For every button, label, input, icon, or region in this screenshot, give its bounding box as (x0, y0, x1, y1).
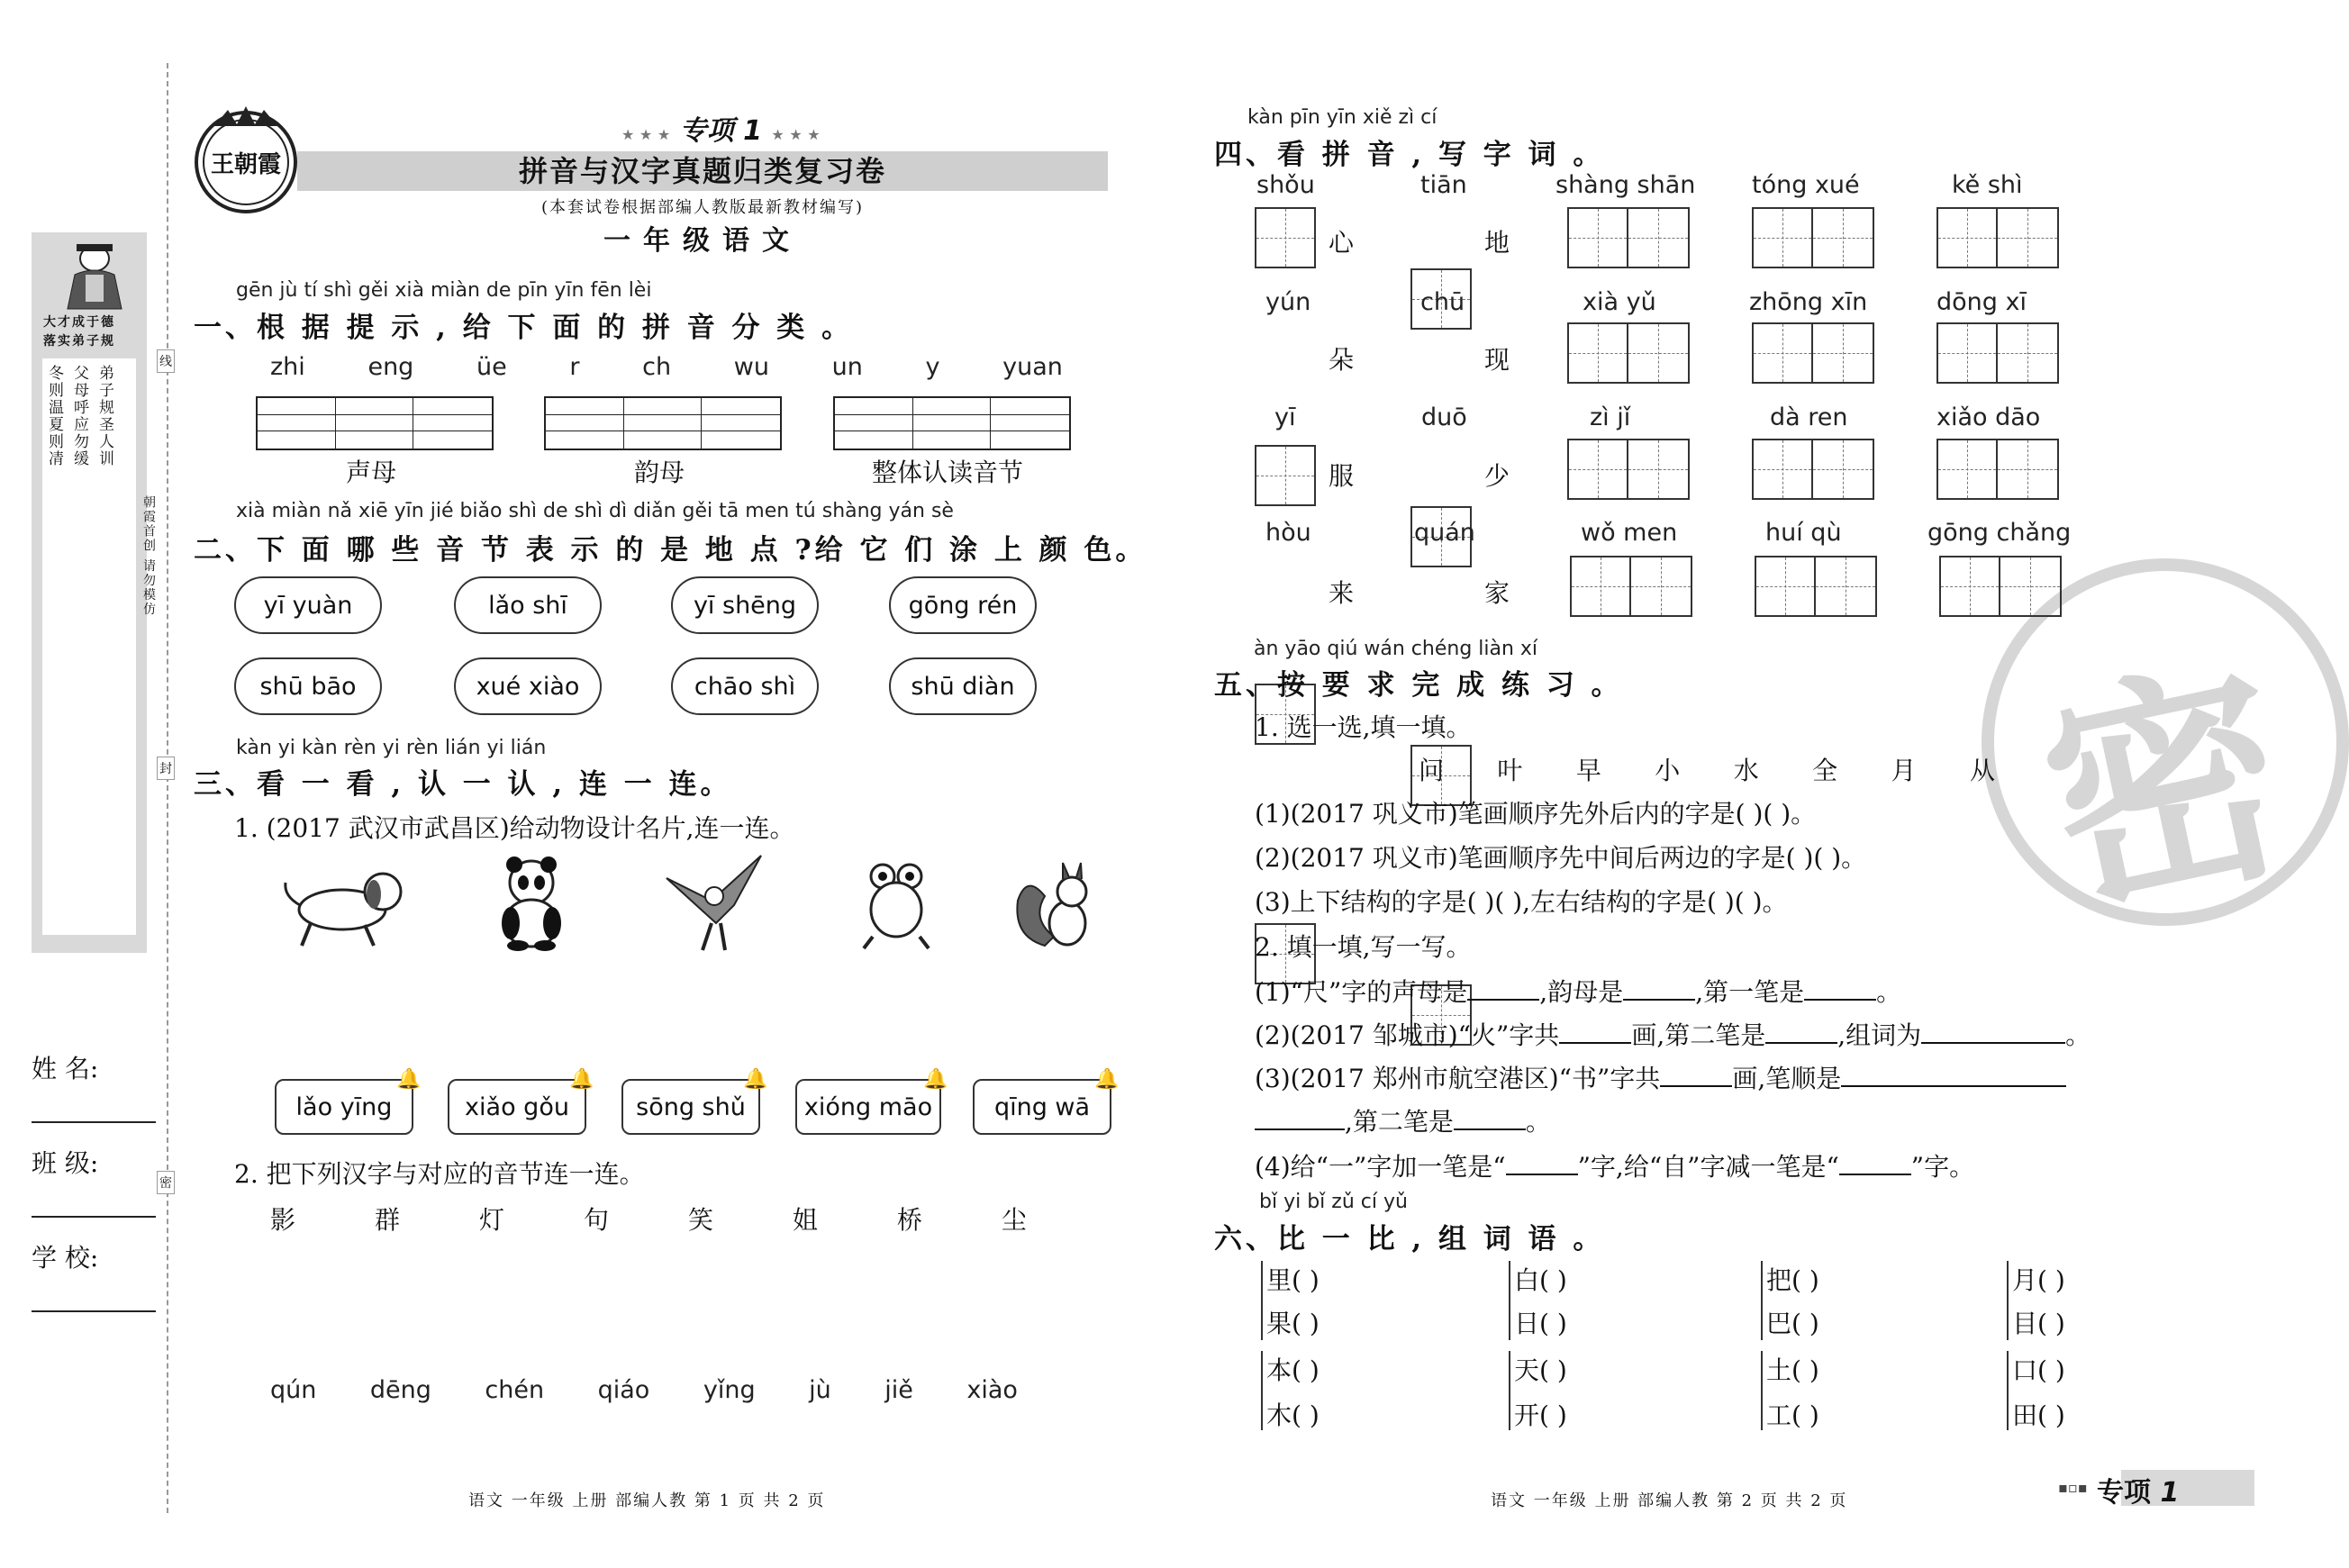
dog-icon (275, 860, 410, 954)
cloud-syllable[interactable]: gōng rén (889, 576, 1037, 634)
pinyin-item: wu (733, 353, 769, 381)
tianzige-pair[interactable] (1752, 207, 1874, 268)
tianzige-pair[interactable] (1939, 556, 2062, 617)
cloud-syllable[interactable]: yī shēng (671, 576, 819, 634)
word-pinyin: gōng chǎng (1927, 519, 2072, 547)
char-item[interactable]: 灯 (478, 1205, 504, 1235)
pair-bracket (1509, 1261, 1510, 1340)
syllable-row (270, 1376, 1018, 1404)
answer-blank[interactable] (1467, 975, 1539, 1001)
bell-icon: 🔔 (923, 1068, 948, 1091)
pair-bracket (1509, 1351, 1510, 1430)
sec5-pinyin: àn yāo qiú wán chéng liàn xí (1254, 638, 1538, 660)
word-pinyin: yún (1265, 288, 1311, 316)
compare-grid (1261, 1261, 2162, 1441)
syllable-item[interactable]: jiě (884, 1376, 913, 1404)
answer-blank[interactable] (1506, 1150, 1578, 1175)
word-pinyin: tiān (1420, 171, 1467, 199)
name-field[interactable] (32, 1121, 156, 1123)
compare-item[interactable]: 本( ) (1266, 1355, 1320, 1385)
special-label: 专项 (679, 115, 734, 147)
q1-char: 问 (1419, 756, 1445, 785)
name-tag[interactable]: sōng shǔ (621, 1079, 760, 1135)
q1-part-a[interactable]: (1)(2017 巩义市)笔画顺序先外后内的字是( )( )。 (1255, 799, 1817, 829)
word-pinyin: zì jǐ (1590, 403, 1631, 431)
seal-vertical: 朝霞首创 请勿模仿 (141, 495, 156, 617)
zhengti-table[interactable] (833, 396, 1071, 450)
school-label: 学 校: (32, 1243, 99, 1273)
sec1-items (270, 353, 1063, 381)
tianzige-pair[interactable] (1567, 207, 1690, 268)
char-item[interactable]: 群 (374, 1205, 400, 1235)
pair-bracket (2007, 1351, 2009, 1430)
compare-item[interactable]: 口( ) (2012, 1355, 2065, 1385)
page-title: 拼音与汉字真题归类复习卷 (518, 154, 886, 188)
bell-icon: 🔔 (743, 1068, 768, 1091)
bell-icon: 🔔 (396, 1068, 422, 1091)
syllable-item[interactable]: dēng (369, 1376, 431, 1404)
page-subtitle: (本套试卷根据部编人教版最新教材编写) (540, 198, 865, 217)
watermark-text: 密 (2022, 630, 2309, 949)
given-char: 家 (1484, 578, 1510, 608)
tianzige-box[interactable] (1255, 445, 1316, 506)
word-pinyin: quán (1414, 519, 1475, 547)
q2a-text: (1)“尺”字的声母是 (1255, 977, 1468, 1007)
corner-dots-icon: ▪▫▪ (2058, 1479, 2088, 1496)
footer-left: 语文 一年级 上册 部编人教 第 1 页 共 2 页 (468, 1491, 826, 1510)
char-item[interactable]: 笑 (687, 1205, 713, 1235)
grade-title: 一年级语文 (603, 225, 802, 257)
compare-item[interactable]: 田( ) (2012, 1400, 2065, 1430)
answer-blank[interactable] (1559, 1019, 1631, 1044)
answer-blank[interactable] (1804, 975, 1876, 1001)
q2-part-a (1255, 973, 1901, 1009)
tianzige-pair[interactable] (1755, 556, 1877, 617)
word-pinyin: dà ren (1770, 403, 1848, 431)
q1-char: 小 (1655, 756, 1681, 785)
word-pinyin: chū (1420, 288, 1465, 316)
answer-blank[interactable] (1765, 1019, 1837, 1044)
sec4-title: 四、看 拼 音 , 写 字 词 。 (1214, 139, 1605, 171)
word-pinyin: shàng shān (1555, 171, 1696, 199)
zhengti-label: 整体认读音节 (872, 458, 1024, 487)
shengmu-label: 声母 (346, 458, 397, 487)
logo-text: 王朝霞 (210, 151, 281, 178)
compare-item[interactable]: 天( ) (1514, 1355, 1567, 1385)
sec6-pinyin: bǐ yi bǐ zǔ cí yǔ (1259, 1191, 1408, 1213)
q2c-text: 。 (1525, 1107, 1551, 1137)
shengmu-table[interactable] (256, 396, 494, 450)
compare-item[interactable]: 土( ) (1766, 1355, 1819, 1385)
word-pinyin: wǒ men (1581, 519, 1678, 547)
pinyin-item: zhi (270, 353, 305, 381)
tianzige-pair[interactable] (1752, 322, 1874, 384)
given-char: 服 (1329, 461, 1355, 491)
tianzige-box[interactable] (1255, 207, 1316, 268)
q2c-text: (3)(2017 郑州市航空港区)“书”字共 (1255, 1064, 1661, 1093)
q2d-text: ”字,给“自”字减一笔是“ (1577, 1152, 1839, 1182)
word-pinyin: shǒu (1256, 171, 1315, 199)
compare-item[interactable]: 工( ) (1766, 1400, 1819, 1430)
pair-bracket (1261, 1261, 1263, 1340)
answer-blank[interactable] (1921, 1019, 2065, 1044)
q2b-text: (2)(2017 邹城市)“火”字共 (1255, 1020, 1560, 1050)
footer-right: 语文 一年级 上册 部编人教 第 2 页 共 2 页 (1491, 1491, 1848, 1510)
word-pinyin: huí qù (1765, 519, 1842, 547)
sec1-pinyin: gēn jù tí shì gěi xià miàn de pīn yīn fēn lèi (236, 279, 652, 302)
word-pinyin: xiǎo dāo (1936, 403, 2041, 431)
tianzige-pair[interactable] (1752, 439, 1874, 500)
q2b-text: 画,第二笔是 (1631, 1020, 1766, 1050)
char-item[interactable]: 桥 (896, 1205, 922, 1235)
syllable-item[interactable]: xiào (966, 1376, 1018, 1404)
given-char: 少 (1484, 461, 1510, 491)
dizigui-text (45, 365, 113, 932)
name-tag[interactable]: qīng wā (973, 1079, 1111, 1135)
squirrel-icon (1013, 856, 1103, 954)
special-badge: ★ ★ ★ 专项 1 ★ ★ ★ (621, 115, 821, 147)
q1-char: 从 (1969, 756, 1995, 785)
syllable-item[interactable]: qiáo (597, 1376, 650, 1404)
cloud-syllable[interactable]: xué xiào (454, 657, 602, 715)
given-char: 现 (1484, 345, 1510, 375)
sec5-title: 五、按 要 求 完 成 练 习 。 (1214, 669, 1623, 702)
char-item[interactable]: 句 (583, 1205, 609, 1235)
dizigui-col: 弟子规圣人训 (95, 365, 113, 467)
yunmu-table[interactable] (544, 396, 782, 450)
compare-item[interactable]: 木( ) (1266, 1400, 1320, 1430)
given-char: 来 (1329, 578, 1355, 608)
corner-text: 专项 (2097, 1477, 2151, 1509)
sec5-q1: 1. 选一选,填一填。 (1255, 712, 1472, 742)
sec2-title: 二、下 面 哪 些 音 节 表 示 的 是 地 点 ?给 它 们 涂 上 颜 色。 (194, 534, 1147, 566)
word-pinyin: tóng xué (1752, 171, 1860, 199)
tianzige-pair[interactable] (1567, 439, 1690, 500)
cloud-syllable[interactable]: chāo shì (671, 657, 819, 715)
name-tag[interactable]: xiǎo gǒu (448, 1079, 586, 1135)
q2b-text: ,组词为 (1837, 1020, 1922, 1050)
bell-icon: 🔔 (1094, 1068, 1120, 1091)
corner-num: 1 (2160, 1477, 2180, 1509)
compare-item[interactable]: 白( ) (1514, 1265, 1567, 1295)
sec2-pinyin: xià miàn nǎ xiē yīn jié biǎo shì de shì dì diǎn gěi tā men tú shàng yán sè (236, 500, 954, 522)
answer-blank[interactable] (1841, 1062, 2066, 1087)
corner-label (2097, 1470, 2179, 1509)
syllable-item[interactable]: yǐng (703, 1376, 756, 1404)
answer-blank[interactable] (1623, 975, 1695, 1001)
pinyin-item: eng (367, 353, 414, 381)
cloud-syllable[interactable]: lǎo shī (454, 576, 602, 634)
class-field[interactable] (32, 1216, 156, 1218)
q2c-text: ,第二笔是 (1345, 1107, 1454, 1137)
sec3-pinyin: kàn yi kàn rèn yi rèn lián yi lián (236, 737, 547, 759)
pair-bracket (1761, 1261, 1763, 1340)
brand-logo (187, 99, 304, 216)
word-pinyin: xià yǔ (1583, 288, 1656, 316)
compare-item[interactable]: 果( ) (1266, 1309, 1320, 1338)
syllable-item[interactable]: chén (485, 1376, 545, 1404)
frog-icon (860, 860, 932, 954)
word-pinyin: zhōng xīn (1749, 288, 1868, 316)
compare-item[interactable]: 月( ) (2012, 1265, 2065, 1295)
dizigui-col: 冬则温夏则凊 (45, 365, 63, 467)
tianzige-pair[interactable] (1936, 207, 2059, 268)
pinyin-item: ch (642, 353, 672, 381)
sec3-q1: 1. (2017 武汉市武昌区)给动物设计名片,连一连。 (234, 813, 795, 843)
compare-item[interactable]: 里( ) (1266, 1265, 1320, 1295)
name-tag[interactable]: lǎo yīng (275, 1079, 413, 1135)
syllable-item[interactable]: qún (270, 1376, 317, 1404)
answer-blank[interactable] (1454, 1105, 1526, 1130)
sec5-q2: 2. 填一填,写一写。 (1255, 932, 1472, 962)
tianzige-pair[interactable] (1936, 439, 2059, 500)
given-char: 地 (1484, 228, 1510, 258)
tianzige-pair[interactable] (1567, 322, 1690, 384)
char-item[interactable]: 影 (270, 1205, 296, 1235)
school-field[interactable] (32, 1310, 156, 1312)
answer-blank[interactable] (1660, 1062, 1732, 1087)
q1-char: 叶 (1497, 756, 1523, 785)
q2a-text: ,第一笔是 (1695, 977, 1805, 1007)
q1-char: 月 (1891, 756, 1917, 785)
compare-item[interactable]: 巴( ) (1766, 1309, 1819, 1338)
pair-bracket (1761, 1351, 1763, 1430)
word-pinyin: kě shì (1952, 171, 2023, 199)
char-item[interactable]: 姐 (792, 1205, 818, 1235)
q1-part-b[interactable]: (2)(2017 巩义市)笔画顺序先中间后两边的字是( )( )。 (1255, 843, 1867, 873)
special-num: 1 (743, 115, 762, 147)
q2a-text: 。 (1876, 977, 1902, 1007)
panda-icon (491, 856, 572, 954)
bell-icon: 🔔 (569, 1068, 594, 1091)
dizigui-col: 父母呼应勿缓 (70, 365, 88, 467)
line-label-mi: 密 (157, 1171, 175, 1194)
motto-bottom: 落实弟子规 (43, 334, 115, 349)
given-char: 朵 (1329, 345, 1355, 375)
q1-char: 早 (1575, 756, 1601, 785)
sec6-title: 六、比 一 比 , 组 词 语 。 (1214, 1223, 1605, 1255)
line-label-xian: 线 (157, 349, 175, 373)
q2a-text: ,韵母是 (1539, 977, 1624, 1007)
cut-line (167, 63, 168, 1513)
line-label-feng: 封 (157, 757, 175, 780)
sec3-title: 三、看 一 看 , 认 一 认 , 连 一 连。 (194, 768, 732, 801)
q2-part-c (1255, 1059, 2066, 1095)
answer-blank[interactable] (1839, 1150, 1911, 1175)
given-char: 心 (1329, 228, 1355, 258)
pinyin-item: un (831, 353, 863, 381)
q1-char: 水 (1733, 756, 1759, 785)
scholar-figure (50, 239, 140, 311)
pair-bracket (2007, 1261, 2009, 1340)
cloud-syllable[interactable]: yī yuàn (234, 576, 382, 634)
q2-part-c2 (1255, 1102, 1551, 1138)
q2d-text: ”字。 (1910, 1152, 1975, 1182)
pinyin-item: üe (476, 353, 507, 381)
q1-char-row (1419, 751, 1995, 787)
q2-part-b (1255, 1016, 2091, 1052)
compare-item[interactable]: 把( ) (1766, 1265, 1819, 1295)
pinyin-item: y (925, 353, 940, 381)
q2-part-d (1255, 1147, 1974, 1183)
word-pinyin: yī (1274, 403, 1296, 431)
tianzige-pair[interactable] (1570, 556, 1692, 617)
name-tag[interactable]: xióng māo (795, 1079, 941, 1135)
q1-part-c[interactable]: (3)上下结构的字是( )( ),左右结构的字是( )( )。 (1255, 887, 1788, 917)
pair-bracket (1261, 1351, 1263, 1430)
sec3-q2: 2. 把下列汉字与对应的音节连一连。 (234, 1159, 645, 1189)
q2c-text: 画,笔顺是 (1732, 1064, 1842, 1093)
motto-top: 大才成于德 (43, 315, 115, 330)
q1-char: 全 (1812, 756, 1838, 785)
answer-blank[interactable] (1255, 1105, 1345, 1130)
sec4-pinyin: kàn pīn yīn xiě zì cí (1247, 106, 1438, 129)
cloud-syllable[interactable]: shū diàn (889, 657, 1037, 715)
cloud-syllable[interactable]: shū bāo (234, 657, 382, 715)
word-pinyin: dōng xī (1936, 288, 2027, 316)
word-pinyin: duō (1421, 403, 1467, 431)
class-label: 班 级: (32, 1148, 99, 1178)
name-label: 姓 名: (32, 1054, 99, 1083)
yunmu-label: 韵母 (634, 458, 685, 487)
sec1-title: 一、根 据 提 示 , 给 下 面 的 拼 音 分 类 。 (194, 312, 854, 344)
q2d-text: (4)给“一”字加一笔是“ (1255, 1152, 1506, 1182)
compare-item[interactable]: 日( ) (1514, 1309, 1567, 1338)
char-item[interactable]: 尘 (1001, 1205, 1027, 1235)
compare-item[interactable]: 目( ) (2012, 1309, 2065, 1338)
pinyin-item: yuan (1002, 353, 1063, 381)
word-pinyin: hòu (1265, 519, 1311, 547)
compare-item[interactable]: 开( ) (1514, 1400, 1567, 1430)
char-row (270, 1201, 1027, 1237)
q2b-text: 。 (2065, 1020, 2091, 1050)
eagle-icon (662, 851, 770, 958)
syllable-item[interactable]: jù (809, 1376, 831, 1404)
pinyin-item: r (569, 353, 580, 381)
tianzige-pair[interactable] (1936, 322, 2059, 384)
